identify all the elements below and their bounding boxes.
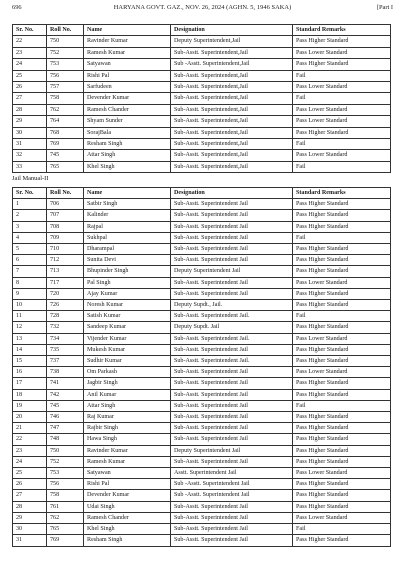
cell-remarks: Pass Higher Standard bbox=[293, 445, 391, 456]
cell-designation: Sub-Asstt. Superintendent,Jail bbox=[171, 82, 293, 93]
cell-roll-no: 707 bbox=[47, 210, 84, 221]
table-row bbox=[13, 501, 391, 512]
cell-roll-no: 710 bbox=[47, 244, 84, 255]
table-row bbox=[13, 161, 391, 172]
cell-roll-no: 758 bbox=[47, 93, 84, 104]
cell-sr-no: 25 bbox=[13, 70, 47, 81]
cell-designation: Sub -Asstt. Superintendent Jail bbox=[171, 490, 293, 501]
cell-remarks: Pass Lower Standard bbox=[293, 47, 391, 58]
cell-name: Hawa Singh bbox=[84, 434, 171, 445]
cell-roll-no: 726 bbox=[47, 300, 84, 311]
table-row bbox=[13, 311, 391, 322]
cell-roll-no: 735 bbox=[47, 344, 84, 355]
cell-remarks: Pass Lower Standard bbox=[293, 333, 391, 344]
cell-sr-no: 19 bbox=[13, 400, 47, 411]
cell-remarks: Pass Higher Standard bbox=[293, 535, 391, 546]
cell-remarks: Fail bbox=[293, 139, 391, 150]
header-designation: Designation bbox=[171, 25, 293, 36]
header-name: Name bbox=[84, 188, 171, 199]
cell-designation: Deputy Superintendent Jail bbox=[171, 266, 293, 277]
table-header-row bbox=[13, 25, 391, 36]
cell-sr-no: 33 bbox=[13, 161, 47, 172]
cell-roll-no: 756 bbox=[47, 479, 84, 490]
cell-remarks: Pass Lower Standard bbox=[293, 512, 391, 523]
cell-name: Pal Singh bbox=[84, 277, 171, 288]
cell-sr-no: 27 bbox=[13, 93, 47, 104]
table-row bbox=[13, 93, 391, 104]
cell-remarks: Fail bbox=[293, 93, 391, 104]
cell-roll-no: 757 bbox=[47, 82, 84, 93]
cell-remarks: Pass Higher Standard bbox=[293, 210, 391, 221]
cell-sr-no: 28 bbox=[13, 501, 47, 512]
cell-roll-no: 717 bbox=[47, 277, 84, 288]
cell-remarks: Fail bbox=[293, 70, 391, 81]
cell-name: Ramesh Chander bbox=[84, 512, 171, 523]
cell-name: Ramesh Kumar bbox=[84, 47, 171, 58]
cell-name: Ravinder Kumar bbox=[84, 445, 171, 456]
cell-roll-no: 765 bbox=[47, 161, 84, 172]
table-row bbox=[13, 400, 391, 411]
cell-remarks: Pass Higher Standard bbox=[293, 255, 391, 266]
cell-name: Shyam Sunder bbox=[84, 116, 171, 127]
cell-sr-no: 31 bbox=[13, 139, 47, 150]
cell-sr-no: 24 bbox=[13, 456, 47, 467]
cell-sr-no: 23 bbox=[13, 47, 47, 58]
cell-name: SorajBala bbox=[84, 127, 171, 138]
cell-designation: Sub-Asstt. Superintendent Jail bbox=[171, 400, 293, 411]
cell-name: Raj Kumar bbox=[84, 412, 171, 423]
cell-sr-no: 25 bbox=[13, 468, 47, 479]
cell-name: Udai Singh bbox=[84, 501, 171, 512]
cell-designation: Sub-Asstt. Superintendent Jail bbox=[171, 512, 293, 523]
cell-sr-no: 26 bbox=[13, 82, 47, 93]
table-row bbox=[13, 277, 391, 288]
table-row bbox=[13, 59, 391, 70]
table-row bbox=[13, 535, 391, 546]
cell-designation: Sub-Asstt. Superintendent Jail bbox=[171, 501, 293, 512]
cell-sr-no: 22 bbox=[13, 36, 47, 47]
cell-roll-no: 728 bbox=[47, 311, 84, 322]
table-row bbox=[13, 300, 391, 311]
cell-remarks: Pass Lower Standard bbox=[293, 116, 391, 127]
cell-sr-no: 4 bbox=[13, 232, 47, 243]
table-row bbox=[13, 82, 391, 93]
cell-name: Sudhir Kumar bbox=[84, 356, 171, 367]
part-label: [Part I bbox=[376, 4, 393, 11]
cell-designation: Sub-Asstt. Superintendent Jail bbox=[171, 288, 293, 299]
cell-remarks: Pass Higher Standard bbox=[293, 288, 391, 299]
cell-roll-no: 747 bbox=[47, 423, 84, 434]
cell-name: Rajbir Singh bbox=[84, 423, 171, 434]
cell-remarks: Pass Higher Standard bbox=[293, 490, 391, 501]
table-row bbox=[13, 244, 391, 255]
cell-name: Resham Singh bbox=[84, 139, 171, 150]
table-row bbox=[13, 512, 391, 523]
cell-roll-no: 720 bbox=[47, 288, 84, 299]
cell-sr-no: 30 bbox=[13, 127, 47, 138]
table-body-2 bbox=[13, 199, 391, 546]
cell-name: Ravinder Kumar bbox=[84, 36, 171, 47]
page-number: 696 bbox=[12, 4, 22, 11]
cell-name: Vijender Kumar bbox=[84, 333, 171, 344]
cell-remarks: Pass Lower Standard bbox=[293, 367, 391, 378]
gazette-title: HARYANA GOVT. GAZ., NOV. 26, 2024 (AGHN. 5, 1946 SAKA) bbox=[113, 4, 292, 11]
cell-designation: Sub-Asstt. Superintendent Jail bbox=[171, 232, 293, 243]
cell-name: Sandeep Kumar bbox=[84, 322, 171, 333]
cell-name: Khel Singh bbox=[84, 161, 171, 172]
cell-name: Attar Singh bbox=[84, 400, 171, 411]
cell-designation: Sub-Asstt. Superintendent,Jail bbox=[171, 93, 293, 104]
cell-remarks: Pass Lower Standard bbox=[293, 82, 391, 93]
cell-name: Satish Kumar bbox=[84, 311, 171, 322]
cell-sr-no: 26 bbox=[13, 479, 47, 490]
cell-roll-no: 738 bbox=[47, 367, 84, 378]
table-row bbox=[13, 479, 391, 490]
cell-designation: Sub -Asstt. Superintendent Jail bbox=[171, 479, 293, 490]
cell-name: Rishi Pal bbox=[84, 70, 171, 81]
cell-sr-no: 22 bbox=[13, 434, 47, 445]
cell-roll-no: 765 bbox=[47, 524, 84, 535]
cell-roll-no: 748 bbox=[47, 434, 84, 445]
cell-designation: Deputy Supdt., Jail. bbox=[171, 300, 293, 311]
cell-sr-no: 17 bbox=[13, 378, 47, 389]
table-row bbox=[13, 389, 391, 400]
cell-remarks: Pass Lower Standard bbox=[293, 104, 391, 115]
table-row bbox=[13, 127, 391, 138]
cell-remarks: Pass Higher Standard bbox=[293, 423, 391, 434]
cell-remarks: Pass Higher Standard bbox=[293, 300, 391, 311]
cell-remarks: Pass Higher Standard bbox=[293, 456, 391, 467]
cell-roll-no: 745 bbox=[47, 150, 84, 161]
cell-sr-no: 29 bbox=[13, 116, 47, 127]
cell-sr-no: 32 bbox=[13, 150, 47, 161]
cell-sr-no: 12 bbox=[13, 322, 47, 333]
cell-designation: Sub-Asstt. Superintendent Jail bbox=[171, 199, 293, 210]
table-row bbox=[13, 434, 391, 445]
table-row bbox=[13, 524, 391, 535]
table-row bbox=[13, 116, 391, 127]
cell-name: Jagbir Singh bbox=[84, 378, 171, 389]
cell-sr-no: 2 bbox=[13, 210, 47, 221]
cell-roll-no: 752 bbox=[47, 47, 84, 58]
cell-designation: Deputy Superintendent,Jail bbox=[171, 36, 293, 47]
section-label-jail-manual-ii: Jail Manual-II bbox=[12, 175, 49, 182]
cell-sr-no: 6 bbox=[13, 255, 47, 266]
cell-roll-no: 769 bbox=[47, 139, 84, 150]
table-row bbox=[13, 322, 391, 333]
cell-designation: Sub-Asstt. Superintendent Jail bbox=[171, 423, 293, 434]
table-row bbox=[13, 367, 391, 378]
cell-remarks: Pass Higher Standard bbox=[293, 501, 391, 512]
cell-sr-no: 27 bbox=[13, 490, 47, 501]
cell-name: Ajay Kumar bbox=[84, 288, 171, 299]
cell-roll-no: 732 bbox=[47, 322, 84, 333]
cell-designation: Sub-Asstt. Superintendent,Jail bbox=[171, 104, 293, 115]
cell-roll-no: 752 bbox=[47, 456, 84, 467]
cell-designation: Sub-Asstt. Superintendent Jail bbox=[171, 277, 293, 288]
table-row bbox=[13, 255, 391, 266]
cell-sr-no: 15 bbox=[13, 356, 47, 367]
cell-roll-no: 753 bbox=[47, 59, 84, 70]
page-header bbox=[12, 3, 393, 13]
table-row bbox=[13, 266, 391, 277]
table-row bbox=[13, 150, 391, 161]
cell-name: Dharampal bbox=[84, 244, 171, 255]
table-header-row bbox=[13, 188, 391, 199]
cell-designation: Deputy Supdt. Jail bbox=[171, 322, 293, 333]
table-row bbox=[13, 288, 391, 299]
cell-sr-no: 28 bbox=[13, 104, 47, 115]
cell-sr-no: 21 bbox=[13, 423, 47, 434]
cell-sr-no: 10 bbox=[13, 300, 47, 311]
cell-remarks: Pass Higher Standard bbox=[293, 36, 391, 47]
cell-sr-no: 7 bbox=[13, 266, 47, 277]
cell-roll-no: 745 bbox=[47, 400, 84, 411]
cell-roll-no: 709 bbox=[47, 232, 84, 243]
cell-designation: Deputy Superintendent Jail bbox=[171, 445, 293, 456]
cell-designation: Sub-Asstt. Superintendent Jail bbox=[171, 535, 293, 546]
cell-roll-no: 758 bbox=[47, 490, 84, 501]
cell-name: Khel Singh bbox=[84, 524, 171, 535]
cell-sr-no: 24 bbox=[13, 59, 47, 70]
cell-designation: Sub-Asstt. Superintendent Jail bbox=[171, 389, 293, 400]
cell-sr-no: 31 bbox=[13, 535, 47, 546]
cell-roll-no: 768 bbox=[47, 127, 84, 138]
cell-remarks: Pass Higher Standard bbox=[293, 266, 391, 277]
cell-name: Ramesh Kumar bbox=[84, 456, 171, 467]
cell-designation: Sub-Asstt. Superintendent,Jail bbox=[171, 139, 293, 150]
cell-roll-no: 761 bbox=[47, 501, 84, 512]
cell-remarks: Pass Higher Standard bbox=[293, 344, 391, 355]
cell-name: Satyawan bbox=[84, 468, 171, 479]
table-body-1 bbox=[13, 36, 391, 173]
table-row bbox=[13, 221, 391, 232]
table-row bbox=[13, 333, 391, 344]
cell-remarks: Pass Higher Standard bbox=[293, 199, 391, 210]
cell-sr-no: 20 bbox=[13, 412, 47, 423]
table-row bbox=[13, 445, 391, 456]
cell-sr-no: 23 bbox=[13, 445, 47, 456]
cell-roll-no: 737 bbox=[47, 356, 84, 367]
table-row bbox=[13, 36, 391, 47]
cell-designation: Sub-Asstt. Superintendent Jail bbox=[171, 456, 293, 467]
cell-sr-no: 3 bbox=[13, 221, 47, 232]
cell-roll-no: 756 bbox=[47, 70, 84, 81]
cell-sr-no: 18 bbox=[13, 389, 47, 400]
cell-remarks: Pass Higher Standard bbox=[293, 434, 391, 445]
cell-remarks: Fail bbox=[293, 232, 391, 243]
table-row bbox=[13, 199, 391, 210]
cell-remarks: Fail bbox=[293, 400, 391, 411]
cell-designation: Sub-Asstt. Superintendent,Jail bbox=[171, 47, 293, 58]
cell-designation: Sub-Asstt. Superintendent Jail bbox=[171, 524, 293, 535]
cell-remarks: Pass Higher Standard bbox=[293, 59, 391, 70]
cell-remarks: Pass Higher Standard bbox=[293, 127, 391, 138]
cell-sr-no: 9 bbox=[13, 288, 47, 299]
cell-designation: Sub-Asstt. Superintendent,Jail bbox=[171, 70, 293, 81]
cell-sr-no: 5 bbox=[13, 244, 47, 255]
cell-name: Kalinder bbox=[84, 210, 171, 221]
cell-roll-no: 746 bbox=[47, 412, 84, 423]
table-row bbox=[13, 356, 391, 367]
cell-remarks: Fail bbox=[293, 524, 391, 535]
cell-designation: Sub-Asstt. Superintendent,Jail bbox=[171, 116, 293, 127]
header-remarks: Standard Remarks bbox=[293, 25, 391, 36]
cell-roll-no: 750 bbox=[47, 36, 84, 47]
cell-name: Devender Kumar bbox=[84, 490, 171, 501]
table-row bbox=[13, 139, 391, 150]
table-row bbox=[13, 456, 391, 467]
cell-roll-no: 734 bbox=[47, 333, 84, 344]
table-row bbox=[13, 423, 391, 434]
cell-name: Noresh Kumar bbox=[84, 300, 171, 311]
cell-remarks: Pass Higher Standard bbox=[293, 322, 391, 333]
cell-roll-no: 762 bbox=[47, 104, 84, 115]
header-name: Name bbox=[84, 25, 171, 36]
cell-remarks: Pass Lower Standard bbox=[293, 468, 391, 479]
cell-remarks: Pass Higher Standard bbox=[293, 389, 391, 400]
cell-remarks: Pass Lower Standard bbox=[293, 150, 391, 161]
table-row bbox=[13, 490, 391, 501]
cell-designation: Sub-Asstt. Superintendent Jail bbox=[171, 378, 293, 389]
cell-sr-no: 13 bbox=[13, 333, 47, 344]
cell-name: Ramesh Chander bbox=[84, 104, 171, 115]
cell-sr-no: 30 bbox=[13, 524, 47, 535]
cell-roll-no: 742 bbox=[47, 389, 84, 400]
cell-remarks: Pass Lower Standard bbox=[293, 277, 391, 288]
cell-name: Rajpal bbox=[84, 221, 171, 232]
header-roll-no: Roll No. bbox=[47, 25, 84, 36]
cell-name: Attar Singh bbox=[84, 150, 171, 161]
cell-sr-no: 11 bbox=[13, 311, 47, 322]
cell-remarks: Pass Higher Standard bbox=[293, 412, 391, 423]
cell-name: Sarfudeen bbox=[84, 82, 171, 93]
cell-sr-no: 14 bbox=[13, 344, 47, 355]
header-designation: Designation bbox=[171, 188, 293, 199]
cell-designation: Sub-Asstt. Superintendent Jail bbox=[171, 344, 293, 355]
cell-remarks: Pass Higher Standard bbox=[293, 378, 391, 389]
cell-name: Mukesh Kumar bbox=[84, 344, 171, 355]
cell-remarks: Pass Higher Standard bbox=[293, 244, 391, 255]
cell-name: Devender Kumar bbox=[84, 93, 171, 104]
table-row bbox=[13, 47, 391, 58]
table-row bbox=[13, 104, 391, 115]
cell-roll-no: 741 bbox=[47, 378, 84, 389]
cell-designation: Sub-Asstt. Superintendent,Jail bbox=[171, 161, 293, 172]
cell-roll-no: 708 bbox=[47, 221, 84, 232]
cell-designation: Sub-Asstt. Superintendent,Jail bbox=[171, 127, 293, 138]
cell-remarks: Fail bbox=[293, 311, 391, 322]
cell-name: Satbir Singh bbox=[84, 199, 171, 210]
cell-name: Rishi Pal bbox=[84, 479, 171, 490]
cell-sr-no: 8 bbox=[13, 277, 47, 288]
cell-name: Bhupinder Singh bbox=[84, 266, 171, 277]
cell-remarks: Pass Higher Standard bbox=[293, 221, 391, 232]
table-row bbox=[13, 412, 391, 423]
cell-designation: Sub-Asstt. Superintendent Jail. bbox=[171, 311, 293, 322]
cell-name: Sunita Devi bbox=[84, 255, 171, 266]
cell-designation: Sub-Asstt. Superintendent Jail bbox=[171, 244, 293, 255]
cell-designation: Sub-Asstt. Superintendent Jail bbox=[171, 221, 293, 232]
results-table-2 bbox=[12, 187, 391, 547]
cell-name: Satyawan bbox=[84, 59, 171, 70]
table-row bbox=[13, 468, 391, 479]
cell-designation: Sub-Asstt. Superintendent Jail bbox=[171, 434, 293, 445]
cell-name: Resham Singh bbox=[84, 535, 171, 546]
cell-designation: Sub-Asstt. Superintendent Jail. bbox=[171, 356, 293, 367]
cell-roll-no: 712 bbox=[47, 255, 84, 266]
cell-designation: Sub-Asstt. Superintendent Jail bbox=[171, 412, 293, 423]
cell-designation: Sub-Asstt. Superintendent Jail. bbox=[171, 333, 293, 344]
cell-designation: Sub-Asstt. Superintendent Jail bbox=[171, 210, 293, 221]
cell-roll-no: 764 bbox=[47, 116, 84, 127]
header-sr-no: Sr. No. bbox=[13, 25, 47, 36]
cell-remarks: Pass Higher Standard bbox=[293, 356, 391, 367]
cell-designation: Sub-Asstt. Superintendent,Jail bbox=[171, 150, 293, 161]
results-table-1 bbox=[12, 24, 391, 173]
table-row bbox=[13, 378, 391, 389]
cell-sr-no: 16 bbox=[13, 367, 47, 378]
table-row bbox=[13, 70, 391, 81]
cell-name: Anil Kumar bbox=[84, 389, 171, 400]
cell-remarks: Fail bbox=[293, 161, 391, 172]
cell-name: Om Parkash bbox=[84, 367, 171, 378]
table-row bbox=[13, 210, 391, 221]
header-sr-no: Sr. No. bbox=[13, 188, 47, 199]
cell-roll-no: 750 bbox=[47, 445, 84, 456]
cell-name: Sukhpal bbox=[84, 232, 171, 243]
table-row bbox=[13, 344, 391, 355]
header-roll-no: Roll No. bbox=[47, 188, 84, 199]
cell-designation: Sub-Asstt. Superintendent Jail bbox=[171, 367, 293, 378]
cell-remarks: Pass Higher Standard bbox=[293, 479, 391, 490]
cell-designation: Sub-Asstt. Superintendent Jail bbox=[171, 255, 293, 266]
cell-sr-no: 1 bbox=[13, 199, 47, 210]
cell-sr-no: 29 bbox=[13, 512, 47, 523]
cell-roll-no: 713 bbox=[47, 266, 84, 277]
cell-roll-no: 706 bbox=[47, 199, 84, 210]
cell-designation: Asstt. Superintendent Jail bbox=[171, 468, 293, 479]
cell-roll-no: 753 bbox=[47, 468, 84, 479]
cell-roll-no: 769 bbox=[47, 535, 84, 546]
cell-roll-no: 762 bbox=[47, 512, 84, 523]
header-remarks: Standard Remarks bbox=[293, 188, 391, 199]
table-row bbox=[13, 232, 391, 243]
cell-designation: Sub -Asstt. Superintendent,Jail bbox=[171, 59, 293, 70]
